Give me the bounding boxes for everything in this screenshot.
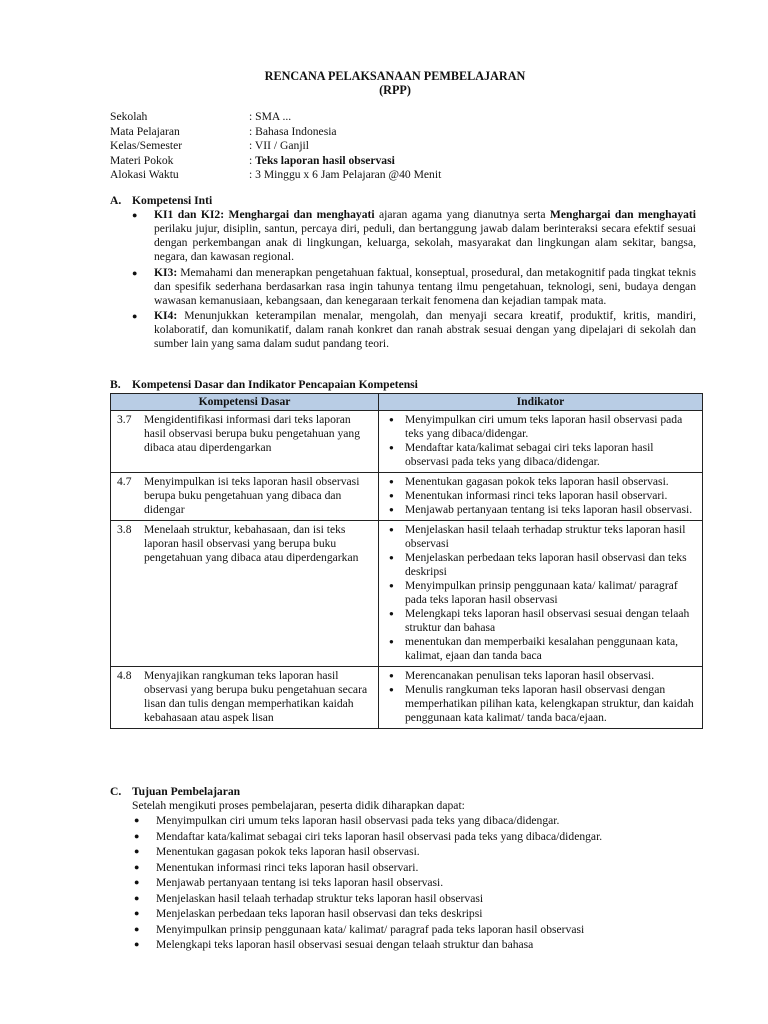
info-value: : 3 Minggu x 6 Jam Pelajaran @40 Menit (249, 168, 442, 181)
info-value: : SMA ... (249, 110, 292, 123)
list-item (110, 922, 710, 938)
column-header-indikator: Indikator (379, 394, 703, 411)
kd-cell (111, 667, 379, 729)
indicator-text: menentukan dan memperbaiki kesalahan penggunaan kata, kalimat, ejaan dan tanda baca (405, 635, 678, 662)
info-value-prefix: : (249, 153, 256, 167)
indicator-cell (379, 667, 703, 729)
indicator-text: Menentukan gagasan pokok teks laporan hasil observasi. (405, 475, 669, 488)
indicator-text: Menjelaskan perbedaan teks laporan hasil observasi dan teks deskripsi (405, 551, 687, 578)
indicator-text: Menyimpulkan ciri umum teks laporan hasil observasi pada teks yang dibaca/didengar. (405, 413, 683, 440)
kd-text: Mengidentifikasi informasi dari teks laporan hasil observasi berupa buku pengetahuan yang dibaca atau diperdengarkan (144, 413, 361, 454)
indicator-item (385, 441, 699, 469)
kd-text: Menyimpulkan isi teks laporan hasil observasi berupa buku pengetahuan yang dibaca dan didengar (144, 475, 360, 516)
bullet-icon: ● (134, 923, 140, 934)
bullet-icon: ● (132, 210, 138, 220)
indicator-item (385, 503, 699, 517)
tujuan-text: Menentukan gagasan pokok teks laporan hasil observasi. (156, 845, 420, 858)
info-value: Teks laporan hasil observasi (255, 153, 395, 167)
list-item (110, 813, 710, 829)
ki-text: perilaku jujur, disiplin, santun, percaya diri, peduli, dan bertanggung jawab dalam berinteraksi secara efektif sesuai dengan perkembangan anak di lingkungan, keluarga, sekolah, masyarakat dan lingkungan alam sekitar, bangsa, negara, dan kawasan regional. (154, 222, 696, 263)
kd-cell (111, 521, 379, 667)
section-b-heading (110, 378, 418, 392)
bullet-icon: ● (389, 477, 394, 486)
ki-bold: KI3: (154, 265, 178, 279)
kd-number: 3.7 (117, 413, 132, 426)
list-item (110, 906, 710, 922)
list-item (130, 309, 696, 351)
section-title: Kompetensi Dasar dan Indikator Pencapaian Kompetensi (132, 378, 418, 391)
list-item (110, 829, 710, 845)
bullet-icon: ● (134, 939, 140, 949)
tujuan-text: Mendaftar kata/kalimat sebagai ciri teks laporan hasil observasi pada teks yang dibaca/didengar. (156, 829, 603, 843)
bullet-icon: ● (134, 861, 140, 872)
ki-bold: KI4: (154, 309, 178, 322)
indicator-item (385, 523, 699, 551)
section-c-heading (110, 785, 710, 799)
list-item (110, 875, 710, 891)
bullet-icon: ● (134, 892, 140, 903)
table-row (111, 473, 703, 521)
kd-cell (111, 473, 379, 521)
tujuan-text: Menjawab pertanyaan tentang isi teks laporan hasil observasi. (156, 876, 444, 889)
info-value: : VII / Ganjil (249, 139, 310, 152)
tujuan-text: Menjelaskan hasil telaah terhadap struktur teks laporan hasil observasi (156, 891, 484, 905)
kd-text: Menelaah struktur, kebahasaan, dan isi teks laporan hasil observasi yang berupa buku pengetahuan yang dibaca atau diperdengarkan (144, 523, 359, 564)
indicator-item (385, 489, 699, 503)
list-item (110, 844, 710, 860)
indicator-text: Melengkapi teks laporan hasil observasi sesuai dengan telaah struktur dan bahasa (405, 607, 690, 634)
bullet-icon: ● (389, 491, 394, 500)
info-row (110, 125, 441, 140)
section-letter: B. (110, 378, 121, 391)
info-row (110, 168, 441, 183)
ki-bold: Menghargai dan menghayati (549, 208, 696, 221)
bullet-icon: ● (132, 267, 138, 278)
info-label: Materi Pokok (110, 153, 174, 167)
competency-table (110, 393, 703, 729)
table-row (111, 667, 703, 729)
list-item (110, 891, 710, 907)
info-value: : Bahasa Indonesia (249, 124, 337, 138)
table-row (111, 521, 703, 667)
bullet-icon: ● (389, 525, 394, 534)
bullet-icon: ● (134, 877, 140, 887)
indicator-text: Merencanakan penulisan teks laporan hasil observasi. (405, 669, 655, 682)
tujuan-text: Menjelaskan perbedaan teks laporan hasil observasi dan teks deskripsi (156, 907, 483, 920)
info-label: Sekolah (110, 110, 148, 123)
info-row (110, 110, 441, 125)
section-title: Tujuan Pembelajaran (132, 785, 241, 798)
indicator-item (385, 607, 699, 635)
info-label: Alokasi Waktu (110, 168, 179, 181)
list-item (110, 860, 710, 876)
ki-text: ajaran agama yang dianutnya serta (374, 208, 550, 221)
bullet-icon: ● (134, 815, 140, 825)
section-a-heading (110, 194, 212, 208)
bullet-icon: ● (389, 609, 394, 618)
section-letter: C. (110, 785, 122, 798)
kompetensi-inti-list (130, 208, 696, 353)
indicator-cell (379, 521, 703, 667)
indicator-text: Menentukan informasi rinci teks laporan hasil observari. (405, 489, 668, 502)
kd-number: 4.8 (117, 669, 132, 682)
indicator-cell (379, 411, 703, 473)
section-c-intro: Setelah mengikuti proses pembelajaran, peserta didik diharapkan dapat: (132, 799, 465, 812)
indicator-cell (379, 473, 703, 521)
tujuan-text: Menyimpulkan ciri umum teks laporan hasil observasi pada teks yang dibaca/didengar. (156, 814, 560, 827)
tujuan-text: Melengkapi teks laporan hasil observasi sesuai dengan telaah struktur dan bahasa (156, 938, 534, 951)
indicator-text: Menulis rangkuman teks laporan hasil observasi dengan memperhatikan pilihan kata, kelengkapan struktur, dan kaidah penggunaan kata kalimat/ tanda baca/ejaan. (405, 683, 694, 724)
bullet-icon: ● (132, 311, 138, 321)
kd-text: Menyajikan rangkuman teks laporan hasil observasi yang berupa buku pengetahuan secara lisan dan tulis dengan memperhatikan kaidah kebahasaan atau aspek lisan (144, 669, 368, 724)
indicator-text: Mendaftar kata/kalimat sebagai ciri teks laporan hasil observasi pada teks yang dibaca/didengar. (405, 441, 654, 468)
bullet-icon: ● (134, 830, 140, 841)
bullet-icon: ● (389, 581, 394, 590)
indicator-text: Menjelaskan hasil telaah terhadap struktur teks laporan hasil observasi (405, 523, 686, 550)
indicator-item (385, 683, 699, 725)
bullet-icon: ● (389, 443, 394, 452)
indicator-item (385, 635, 699, 663)
bullet-icon: ● (389, 671, 394, 680)
bullet-icon: ● (389, 415, 394, 424)
section-c (110, 785, 710, 953)
indicator-text: Menyimpulkan prinsip penggunaan kata/ kalimat/ paragraf pada teks laporan hasil observasi (405, 579, 678, 606)
ki-bold: KI1 dan KI2: Menghargai dan menghayati (154, 208, 375, 221)
identity-block (110, 110, 441, 183)
document-title (0, 69, 768, 97)
title-line-1: RENCANA PELAKSANAAN PEMBELAJARAN (264, 69, 526, 83)
kd-cell (111, 411, 379, 473)
bullet-icon: ● (134, 846, 140, 856)
kd-number: 4.7 (117, 475, 132, 488)
ki-text: Menunjukkan keterampilan menalar, mengolah, dan menyaji secara kreatif, produktif, kritis, mandiri, kolaboratif, dan komunikatif, dalam ranah konkret dan ranah abstrak sesuai dengan yang dipelajari di sekolah dan sumber lain yang sama dalam sudut pandang teori. (154, 309, 696, 350)
indicator-item (385, 551, 699, 579)
list-item (130, 266, 696, 308)
bullet-icon: ● (389, 637, 394, 646)
info-label: Kelas/Semester (110, 139, 183, 152)
ki-text: Memahami dan menerapkan pengetahuan faktual, konseptual, prosedural, dan metakognitif pada tingkat teknis dan spesifik sederhana berdasarkan rasa ingin tahunya tentang ilmu pengetahuan, teknologi, seni, budaya dengan wawasan kemanusiaan, kebangsaan, dan kenegaraan terkait fenomena dan kejadian tampak mata. (154, 265, 696, 307)
indicator-item (385, 413, 699, 441)
indicator-item (385, 669, 699, 683)
bullet-icon: ● (389, 553, 394, 562)
info-label: Mata Pelajaran (110, 124, 180, 138)
list-item (130, 208, 696, 264)
indicator-item (385, 579, 699, 607)
column-header-kd: Kompetensi Dasar (111, 394, 379, 411)
info-row (110, 154, 441, 169)
section-title: Kompetensi Inti (132, 194, 213, 207)
tujuan-text: Menentukan informasi rinci teks laporan hasil observari. (156, 860, 419, 874)
table-row (111, 411, 703, 473)
bullet-icon: ● (134, 908, 140, 918)
title-line-2: (RPP) (379, 83, 411, 97)
info-row (110, 139, 441, 154)
indicator-item (385, 475, 699, 489)
kd-number: 3.8 (117, 523, 132, 536)
section-letter: A. (110, 194, 122, 207)
list-item (110, 937, 710, 953)
bullet-icon: ● (389, 685, 394, 694)
indicator-text: Menjawab pertanyaan tentang isi teks laporan hasil observasi. (405, 503, 693, 516)
tujuan-text: Menyimpulkan prinsip penggunaan kata/ kalimat/ paragraf pada teks laporan hasil observasi (156, 922, 585, 936)
bullet-icon: ● (389, 505, 394, 514)
